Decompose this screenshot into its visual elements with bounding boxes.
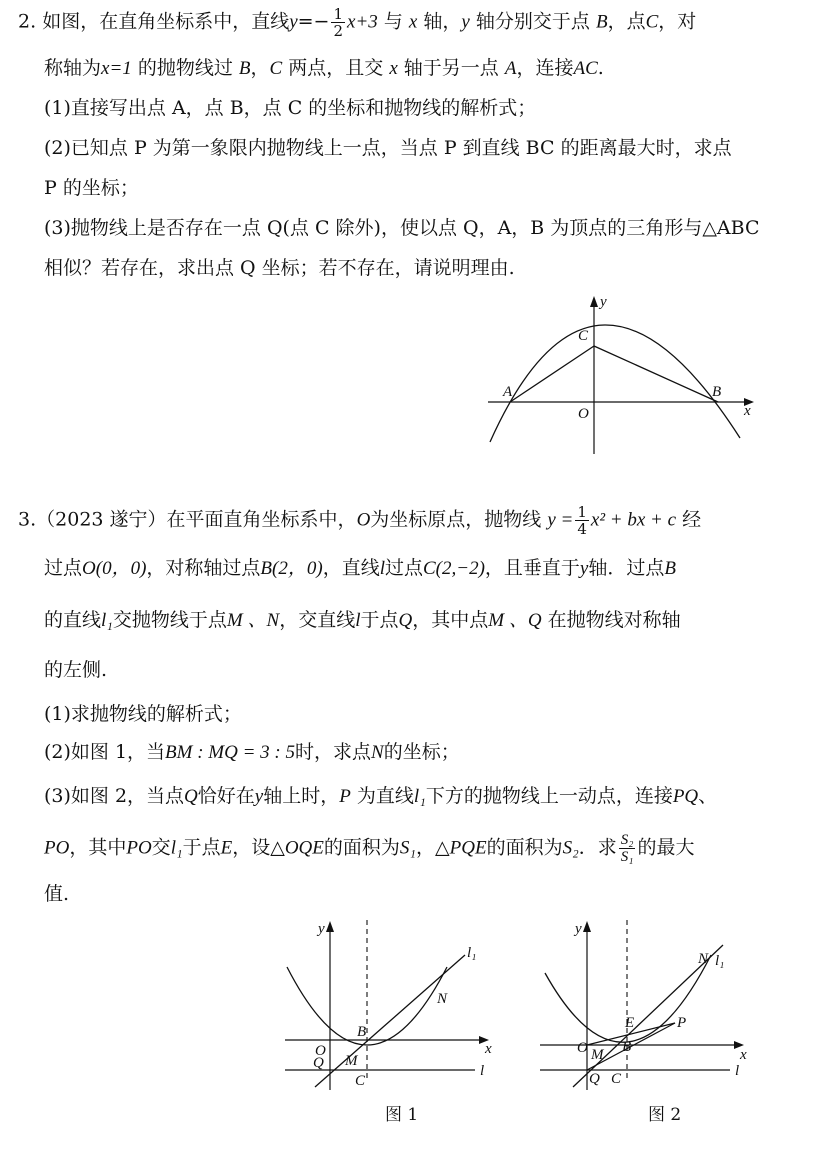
label-A: A [503, 384, 513, 400]
label-O: O [578, 406, 589, 422]
label-l: l [480, 1063, 485, 1079]
label-O: O [315, 1043, 326, 1059]
p3-question-3c: 值. [44, 883, 70, 905]
p2-question-2b: P 的坐标； [44, 177, 139, 199]
label-y: y [600, 294, 607, 310]
y-axis-arrow [583, 921, 591, 932]
label-N: N [698, 951, 709, 967]
p2-number: 2. [18, 10, 37, 33]
p3-line-2: 过点O(0，0)，对称轴过点B(2，0)，直线l过点C(2,−2)，且垂直于y轴．过点B [44, 557, 676, 579]
p2-line-2: 称轴为x=1 的抛物线过 B，C 两点，且交 x 轴于另一点 A，连接AC. [44, 57, 604, 79]
parabola [490, 325, 740, 442]
p3-question-1: (1)求抛物线的解析式； [44, 703, 242, 725]
label-C: C [611, 1071, 622, 1087]
p3-source: （2023 遂宁） [36, 508, 167, 531]
y-axis-arrow [326, 921, 334, 932]
label-l1: l₁ [715, 953, 725, 969]
line-l1 [315, 955, 465, 1087]
label-l1: l₁ [467, 945, 477, 961]
label-C: C [578, 328, 589, 344]
p2-question-2a: (2)已知点 P 为第一象限内抛物线上一点，当点 P 到直线 BC 的距离最大时，求点 [44, 137, 732, 159]
label-B: B [712, 384, 722, 400]
label-x: x [485, 1041, 492, 1057]
p3-question-3a: (3)如图 2，当点Q恰好在y轴上时，P 为直线l₁下方的抛物线上一动点，连接PQ、 [44, 785, 718, 807]
label-O: O [577, 1040, 588, 1056]
p2-question-3b: 相似？若存在，求出点 Q 坐标；若不存在，请说明理由. [44, 257, 515, 279]
label-l: l [735, 1063, 740, 1079]
segment-AC [510, 346, 594, 402]
figure-1-caption: 图 1 [385, 1105, 419, 1125]
label-B: B [622, 1039, 632, 1055]
p2-line-1: 2. 如图，在直角坐标系中，直线y=− $\frac{1}{2}$ x+3 与 x 轴，y 轴分别交于点 B，点C，对 [18, 5, 697, 40]
fraction-half: $\frac{1}{2}$ [333, 5, 344, 40]
label-M: M [591, 1047, 604, 1063]
p2-question-3a: (3)抛物线上是否存在一点 Q(点 C 除外)，使以点 Q，A，B 为顶点的三角形与△ABC [44, 217, 760, 239]
p2-question-1: (1)直接写出点 A，点 B，点 C 的坐标和抛物线的解析式； [44, 97, 537, 119]
label-x: x [740, 1047, 747, 1063]
segment-CB [594, 346, 718, 402]
label-x: x [744, 403, 751, 419]
label-y: y [318, 921, 325, 937]
p3-figure-1 [275, 915, 505, 1095]
label-Q: Q [589, 1071, 600, 1087]
p3-line-3: 的直线l₁交抛物线于点M 、N，交直线l于点Q，其中点M 、Q 在抛物线对称轴 [44, 609, 681, 631]
p3-question-3b: PO，其中PO交l₁于点E，设△OQE的面积为S₁，△PQE的面积为S₂．求 $\frac{\text{S₂}}{\text{S₁}}$ 的最大 [44, 832, 695, 865]
label-N: N [437, 991, 448, 1007]
label-E: E [625, 1015, 635, 1031]
p2-figure [470, 290, 770, 460]
label-P: P [677, 1015, 687, 1031]
figure-2-caption: 图 2 [648, 1105, 682, 1125]
p3-number: 3. [18, 508, 37, 531]
p3-line-1: 3.（2023 遂宁）在平面直角坐标系中，O为坐标原点，抛物线 y = $\frac{1}{4}$ x² + bx + c 经 [18, 503, 702, 538]
label-y: y [575, 921, 582, 937]
p3-question-2: (2)如图 1，当BM : MQ = 3 : 5时，求点N的坐标； [44, 741, 460, 763]
fraction-quarter: $\frac{1}{4}$ [577, 503, 587, 538]
p3-line-4: 的左侧. [44, 659, 108, 681]
label-Q: Q [313, 1055, 324, 1071]
y-axis-arrow [590, 296, 598, 307]
fraction-s2-s1: $\frac{\text{S₂}}{\text{S₁}}$ [620, 832, 634, 865]
label-C: C [355, 1073, 366, 1089]
label-B: B [357, 1024, 367, 1040]
p3-figure-2 [535, 915, 765, 1095]
label-M: M [345, 1053, 358, 1069]
